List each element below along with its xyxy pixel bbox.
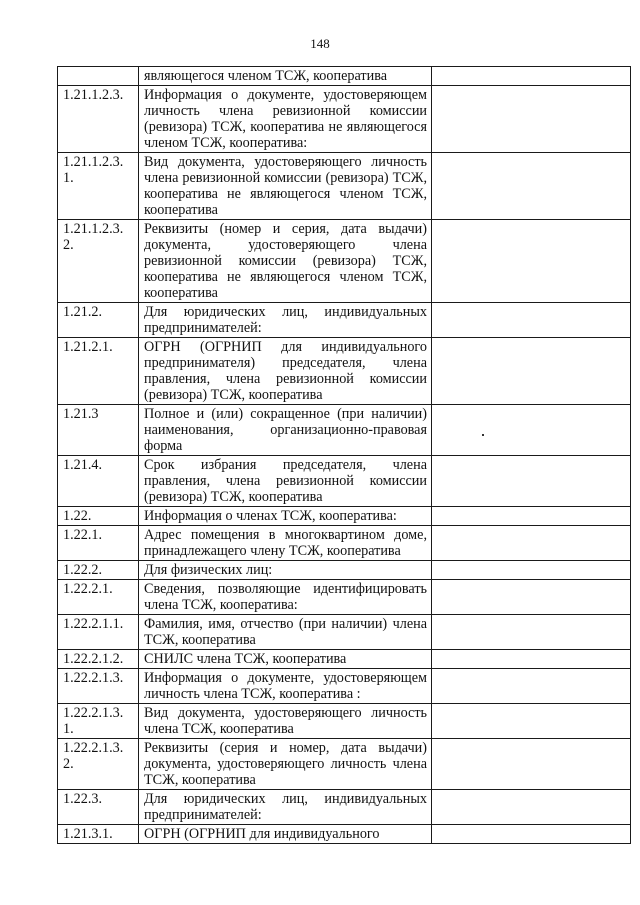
row-text: Сведения, позволяющие идентифицировать члена ТСЖ, кооператива: [139,580,432,615]
table-row [58,669,631,704]
row-number: 1.21.1.2.3. 1. [58,153,139,220]
row-text: ОГРН (ОГРНИП для индивидуального [139,825,432,844]
table-row [58,153,631,220]
row-number: 1.21.1.2.3. 2. [58,220,139,303]
table-row [58,507,631,526]
row-text: являющегося членом ТСЖ, кооператива [139,67,432,86]
row-number: 1.21.3 [58,405,139,456]
table-row [58,650,631,669]
row-text: Фамилия, имя, отчество (при наличии) члена ТСЖ, кооператива [139,615,432,650]
table-row [58,561,631,580]
row-empty-cell [432,86,631,153]
table-row [58,86,631,153]
row-empty-cell [432,580,631,615]
row-text: Для физических лиц: [139,561,432,580]
row-number: 1.22. [58,507,139,526]
row-number: 1.22.2.1.3. [58,669,139,704]
row-number: 1.21.1.2.3. [58,86,139,153]
row-empty-cell [432,67,631,86]
table-row [58,526,631,561]
row-number: 1.22.2.1.1. [58,615,139,650]
table-row [58,303,631,338]
row-text: Вид документа, удостоверяющего личность члена ТСЖ, кооператива [139,704,432,739]
row-empty-cell [432,153,631,220]
table-row [58,580,631,615]
row-number [58,67,139,86]
row-number: 1.22.3. [58,790,139,825]
row-text: Полное и (или) сокращенное (при наличии) наименования, организационно-правовая форма [139,405,432,456]
row-empty-cell [432,704,631,739]
data-table [57,66,631,844]
row-text: Информация о документе, удостоверяющем личность члена ревизионной комиссии (ревизора) ТСЖ, кооператива не являющегося членом ТСЖ, кооператива: [139,86,432,153]
table-row [58,67,631,86]
row-empty-cell [432,790,631,825]
row-empty-cell [432,561,631,580]
row-empty-cell [432,405,631,456]
row-text: Реквизиты (серия и номер, дата выдачи) документа, удостоверяющего личность члена ТСЖ, кооператива [139,739,432,790]
table-row [58,615,631,650]
row-number: 1.21.4. [58,456,139,507]
row-text: Реквизиты (номер и серия, дата выдачи) документа, удостоверяющего члена ревизионной комиссии (ревизора) ТСЖ, кооператива не являющегося членом ТСЖ, кооператива [139,220,432,303]
row-empty-cell [432,338,631,405]
row-number: 1.22.2. [58,561,139,580]
page-number: 148 [310,36,330,51]
row-text: Для юридических лиц, индивидуальных предпринимателей: [139,303,432,338]
table-row [58,704,631,739]
table-row [58,338,631,405]
row-number: 1.22.2.1. [58,580,139,615]
row-text: Информация о членах ТСЖ, кооператива: [139,507,432,526]
table-body [58,67,631,844]
row-empty-cell [432,507,631,526]
row-text: Для юридических лиц, индивидуальных предпринимателей: [139,790,432,825]
table-row [58,405,631,456]
row-number: 1.21.2. [58,303,139,338]
row-empty-cell [432,526,631,561]
row-number: 1.22.1. [58,526,139,561]
row-text: СНИЛС члена ТСЖ, кооператива [139,650,432,669]
row-empty-cell [432,650,631,669]
row-empty-cell [432,739,631,790]
row-empty-cell [432,456,631,507]
row-number: 1.21.2.1. [58,338,139,405]
row-empty-cell [432,825,631,844]
row-number: 1.22.2.1.3. 2. [58,739,139,790]
row-text: ОГРН (ОГРНИП для индивидуального предпринимателя) председателя, члена правления, члена ревизионной комиссии (ревизора) ТСЖ, кооператива [139,338,432,405]
row-text: Информация о документе, удостоверяющем личность члена ТСЖ, кооператива : [139,669,432,704]
table-row [58,790,631,825]
row-number: 1.22.2.1.2. [58,650,139,669]
table-row [58,456,631,507]
row-empty-cell [432,615,631,650]
table-row [58,220,631,303]
table-row [58,739,631,790]
row-empty-cell [432,220,631,303]
row-text: Адрес помещения в многоквартином доме, принадлежащего члену ТСЖ, кооператива [139,526,432,561]
row-empty-cell [432,669,631,704]
row-number: 1.21.3.1. [58,825,139,844]
table-row [58,825,631,844]
row-text: Срок избрания председателя, члена правления, члена ревизионной комиссии (ревизора) ТСЖ, кооператива [139,456,432,507]
row-number: 1.22.2.1.3. 1. [58,704,139,739]
stray-mark [482,434,484,436]
row-text: Вид документа, удостоверяющего личность члена ревизионной комиссии (ревизора) ТСЖ, кооператива не являющегося членом ТСЖ, кооператива [139,153,432,220]
row-empty-cell [432,303,631,338]
